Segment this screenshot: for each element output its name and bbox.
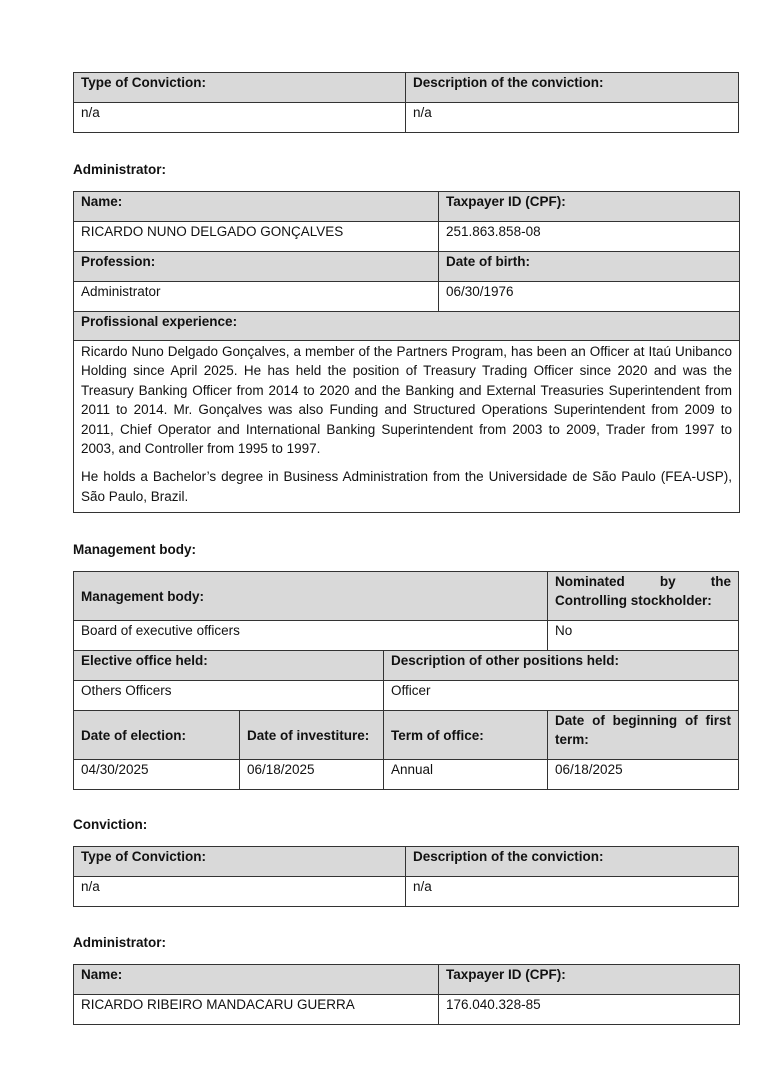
- conviction-table-2: [73, 846, 739, 907]
- name-value: RICARDO NUNO DELGADO GONÇALVES: [74, 222, 439, 252]
- description-of-conviction-header: Description of the conviction:: [406, 847, 739, 877]
- date-of-election-header: Date of election:: [74, 711, 240, 760]
- taxpayer-id-header: Taxpayer ID (CPF):: [439, 965, 740, 995]
- type-of-conviction-value: n/a: [74, 103, 406, 133]
- nominated-value: No: [548, 621, 739, 651]
- date-of-investiture-value: 06/18/2025: [240, 760, 384, 790]
- management-body-section-label: Management body:: [73, 542, 197, 557]
- administrator-table-1: [73, 191, 740, 513]
- type-of-conviction-value: n/a: [74, 877, 406, 907]
- date-of-birth-header: Date of birth:: [439, 252, 740, 282]
- date-of-birth-value: 06/30/1976: [439, 282, 740, 312]
- name-header: Name:: [74, 965, 439, 995]
- administrator-table-2: [73, 964, 740, 1025]
- elective-office-value: Others Officers: [74, 681, 384, 711]
- term-of-office-value: Annual: [384, 760, 548, 790]
- date-of-first-term-value: 06/18/2025: [548, 760, 739, 790]
- professional-experience-header: Profissional experience:: [74, 312, 740, 341]
- description-of-conviction-header: Description of the conviction:: [406, 73, 739, 103]
- profession-header: Profession:: [74, 252, 439, 282]
- management-body-table: [73, 571, 739, 790]
- other-positions-value: Officer: [384, 681, 739, 711]
- profession-value: Administrator: [74, 282, 439, 312]
- conviction-table-1: [73, 72, 739, 133]
- name-header: Name:: [74, 192, 439, 222]
- experience-paragraph-1: Ricardo Nuno Delgado Gonçalves, a member of the Partners Program, has been an Officer at Itaú Unibanco Holding since April 2025. He has held the position of Treasury Trading Officer since 2020 and was the Treasury Banking Officer from 2014 to 2020 and the Banking and External Treasuries Superintendent from 2011 to 2014. Mr. Gonçalves was also Funding and Structured Operations Superintendent from 2009 to 2011, Chief Operator and International Banking Superintendent from 2003 to 2009, Trader from 1997 to 2003, and Controller from 1995 to 1997.: [81, 344, 732, 457]
- date-of-election-value: 04/30/2025: [74, 760, 240, 790]
- date-of-first-term-header: Date of beginning of first term:: [548, 711, 739, 760]
- date-of-investiture-header: Date of investiture:: [240, 711, 384, 760]
- conviction-section-label: Conviction:: [73, 817, 148, 832]
- other-positions-header: Description of other positions held:: [384, 651, 739, 681]
- nominated-by-controlling-stockholder-header: Nominated by the Controlling stockholder:: [548, 572, 739, 621]
- elective-office-header: Elective office held:: [74, 651, 384, 681]
- type-of-conviction-header: Type of Conviction:: [74, 73, 406, 103]
- term-of-office-header: Term of office:: [384, 711, 548, 760]
- management-body-header: Management body:: [74, 572, 548, 621]
- professional-experience-text: [74, 341, 740, 513]
- type-of-conviction-header: Type of Conviction:: [74, 847, 406, 877]
- description-of-conviction-value: n/a: [406, 877, 739, 907]
- experience-paragraph-2: He holds a Bachelor’s degree in Business Administration from the Universidade de São Paulo (FEA-USP), São Paulo, Brazil.: [81, 469, 732, 504]
- taxpayer-id-header: Taxpayer ID (CPF):: [439, 192, 740, 222]
- taxpayer-id-value: 176.040.328-85: [439, 995, 740, 1025]
- administrator-section-label-2: Administrator:: [73, 935, 167, 950]
- management-body-value: Board of executive officers: [74, 621, 548, 651]
- name-value: RICARDO RIBEIRO MANDACARU GUERRA: [74, 995, 439, 1025]
- administrator-section-label: Administrator:: [73, 162, 167, 177]
- taxpayer-id-value: 251.863.858-08: [439, 222, 740, 252]
- description-of-conviction-value: n/a: [406, 103, 739, 133]
